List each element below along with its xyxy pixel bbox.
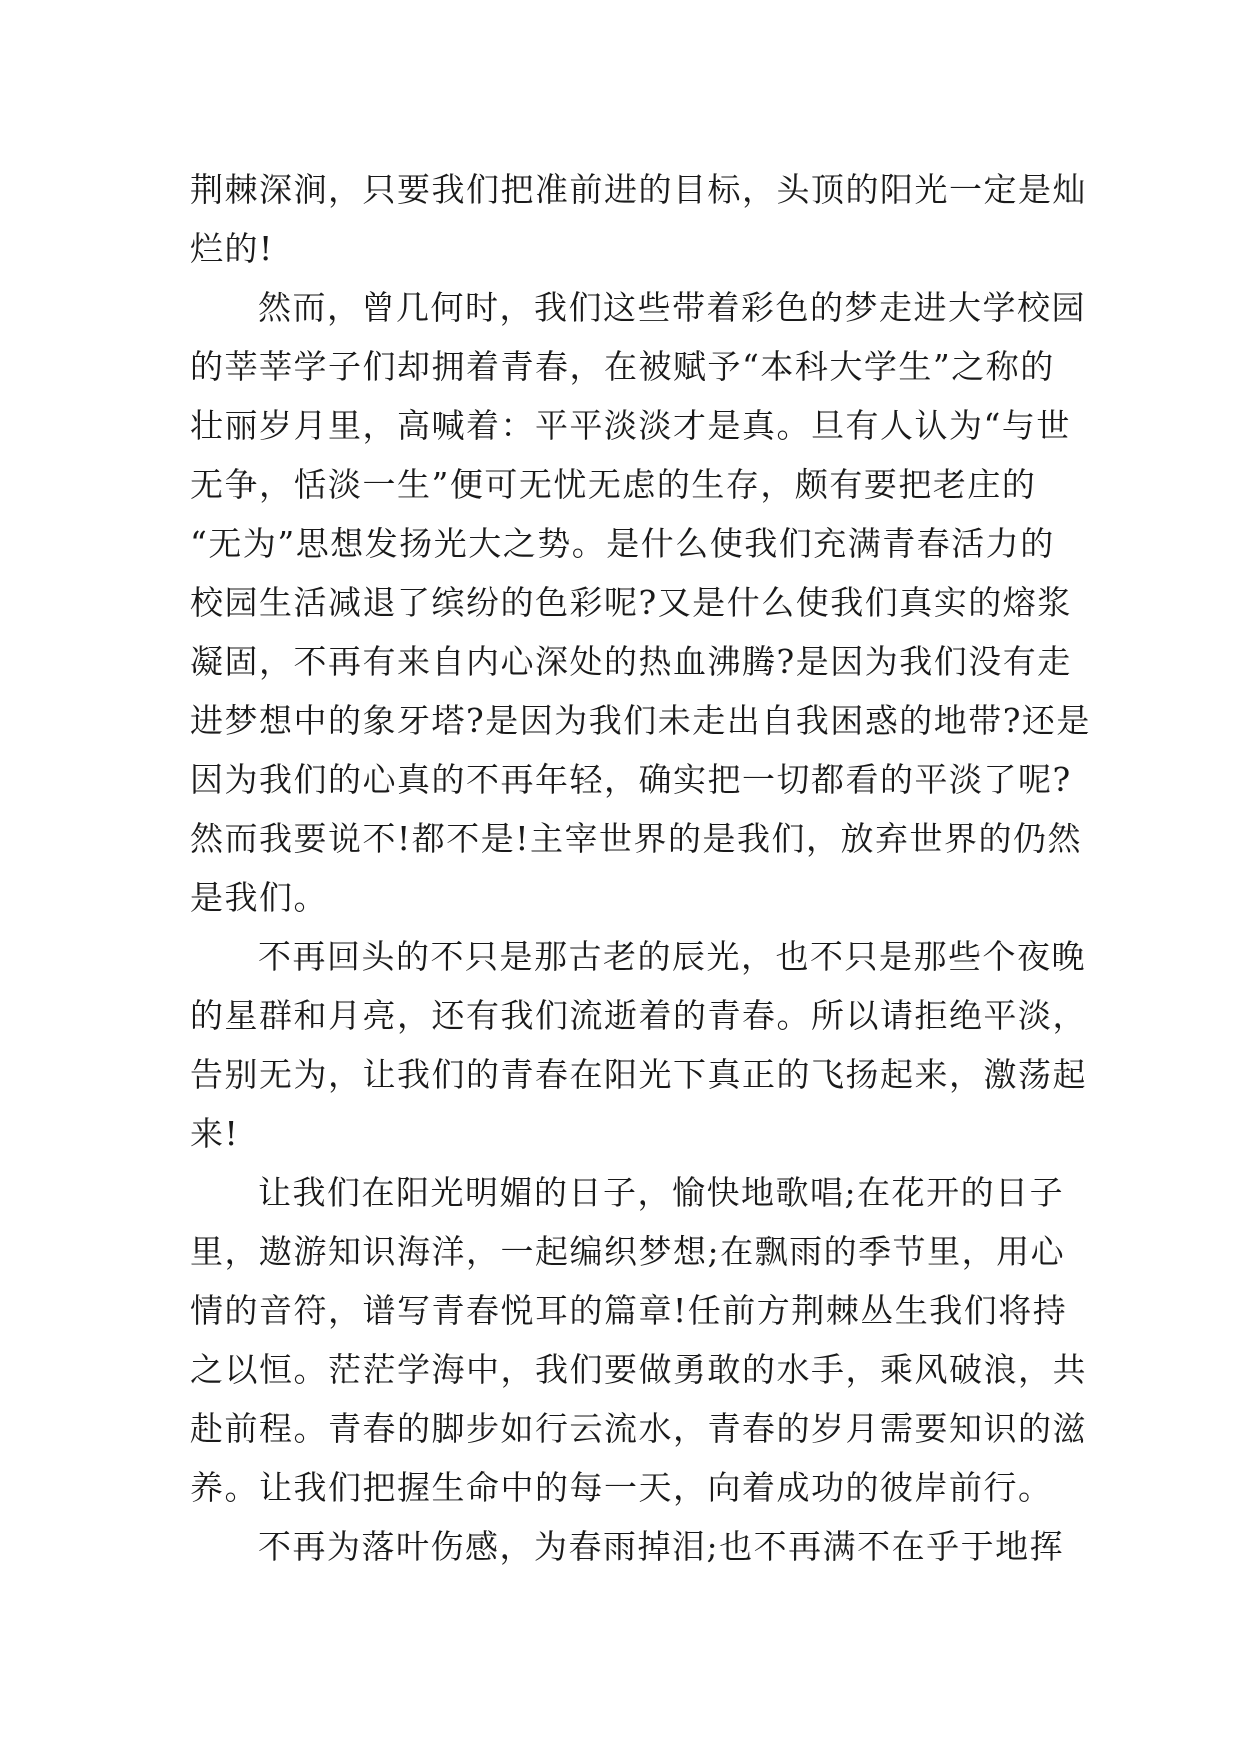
- text-line: 烂的!: [190, 229, 274, 268]
- text-line: 然而我要说不!都不是!主宰世界的是我们，放弃世界的仍然: [190, 819, 1083, 858]
- text-line: 壮丽岁月里，高喊着：平平淡淡才是真。旦有人认为“与世: [190, 406, 1071, 445]
- text-line: 进梦想中的象牙塔?是因为我们未走出自我困惑的地带?还是: [190, 701, 1091, 740]
- paragraph-first-line: 然而，曾几何时，我们这些带着彩色的梦走进大学校园: [258, 288, 1086, 327]
- paragraph-first-line: 不再为落叶伤感，为春雨掉泪;也不再满不在乎于地挥: [258, 1527, 1065, 1566]
- paragraph-first-line: 不再回头的不只是那古老的辰光，也不只是那些个夜晚: [258, 937, 1086, 976]
- text-line: 的莘莘学子们却拥着青春，在被赋予“本科大学生”之称的: [190, 347, 1055, 386]
- text-line: 是我们。: [190, 878, 328, 917]
- text-line: “无为”思想发扬光大之势。是什么使我们充满青春活力的: [190, 524, 1055, 563]
- text-line: 荆棘深涧，只要我们把准前进的目标，头顶的阳光一定是灿: [190, 170, 1087, 209]
- paragraph-first-line: 让我们在阳光明媚的日子，愉快地歌唱;在花开的日子: [258, 1173, 1065, 1212]
- text-line: 之以恒。茫茫学海中，我们要做勇敢的水手，乘风破浪，共: [190, 1350, 1087, 1389]
- text-line: 凝固，不再有来自内心深处的热血沸腾?是因为我们没有走: [190, 642, 1072, 681]
- text-line: 无争，恬淡一生”便可无忧无虑的生存，颇有要把老庄的: [190, 465, 1037, 504]
- text-line: 告别无为，让我们的青春在阳光下真正的飞扬起来，激荡起: [190, 1055, 1087, 1094]
- body-text: [190, 160, 1091, 1576]
- text-line: 校园生活减退了缤纷的色彩呢?又是什么使我们真实的熔浆: [190, 583, 1072, 622]
- text-line: 来!: [190, 1114, 240, 1153]
- text-line: 情的音符，谱写青春悦耳的篇章!任前方荆棘丛生我们将持: [190, 1291, 1068, 1330]
- text-line: 赴前程。青春的脚步如行云流水，青春的岁月需要知识的滋: [190, 1409, 1087, 1448]
- text-line: 养。让我们把握生命中的每一天，向着成功的彼岸前行。: [190, 1468, 1053, 1507]
- text-line: 的星群和月亮，还有我们流逝着的青春。所以请拒绝平淡，: [190, 996, 1087, 1035]
- text-line: 因为我们的心真的不再年轻，确实把一切都看的平淡了呢?: [190, 760, 1072, 799]
- text-line: 里，遨游知识海洋，一起编织梦想;在飘雨的季节里，用心: [190, 1232, 1066, 1271]
